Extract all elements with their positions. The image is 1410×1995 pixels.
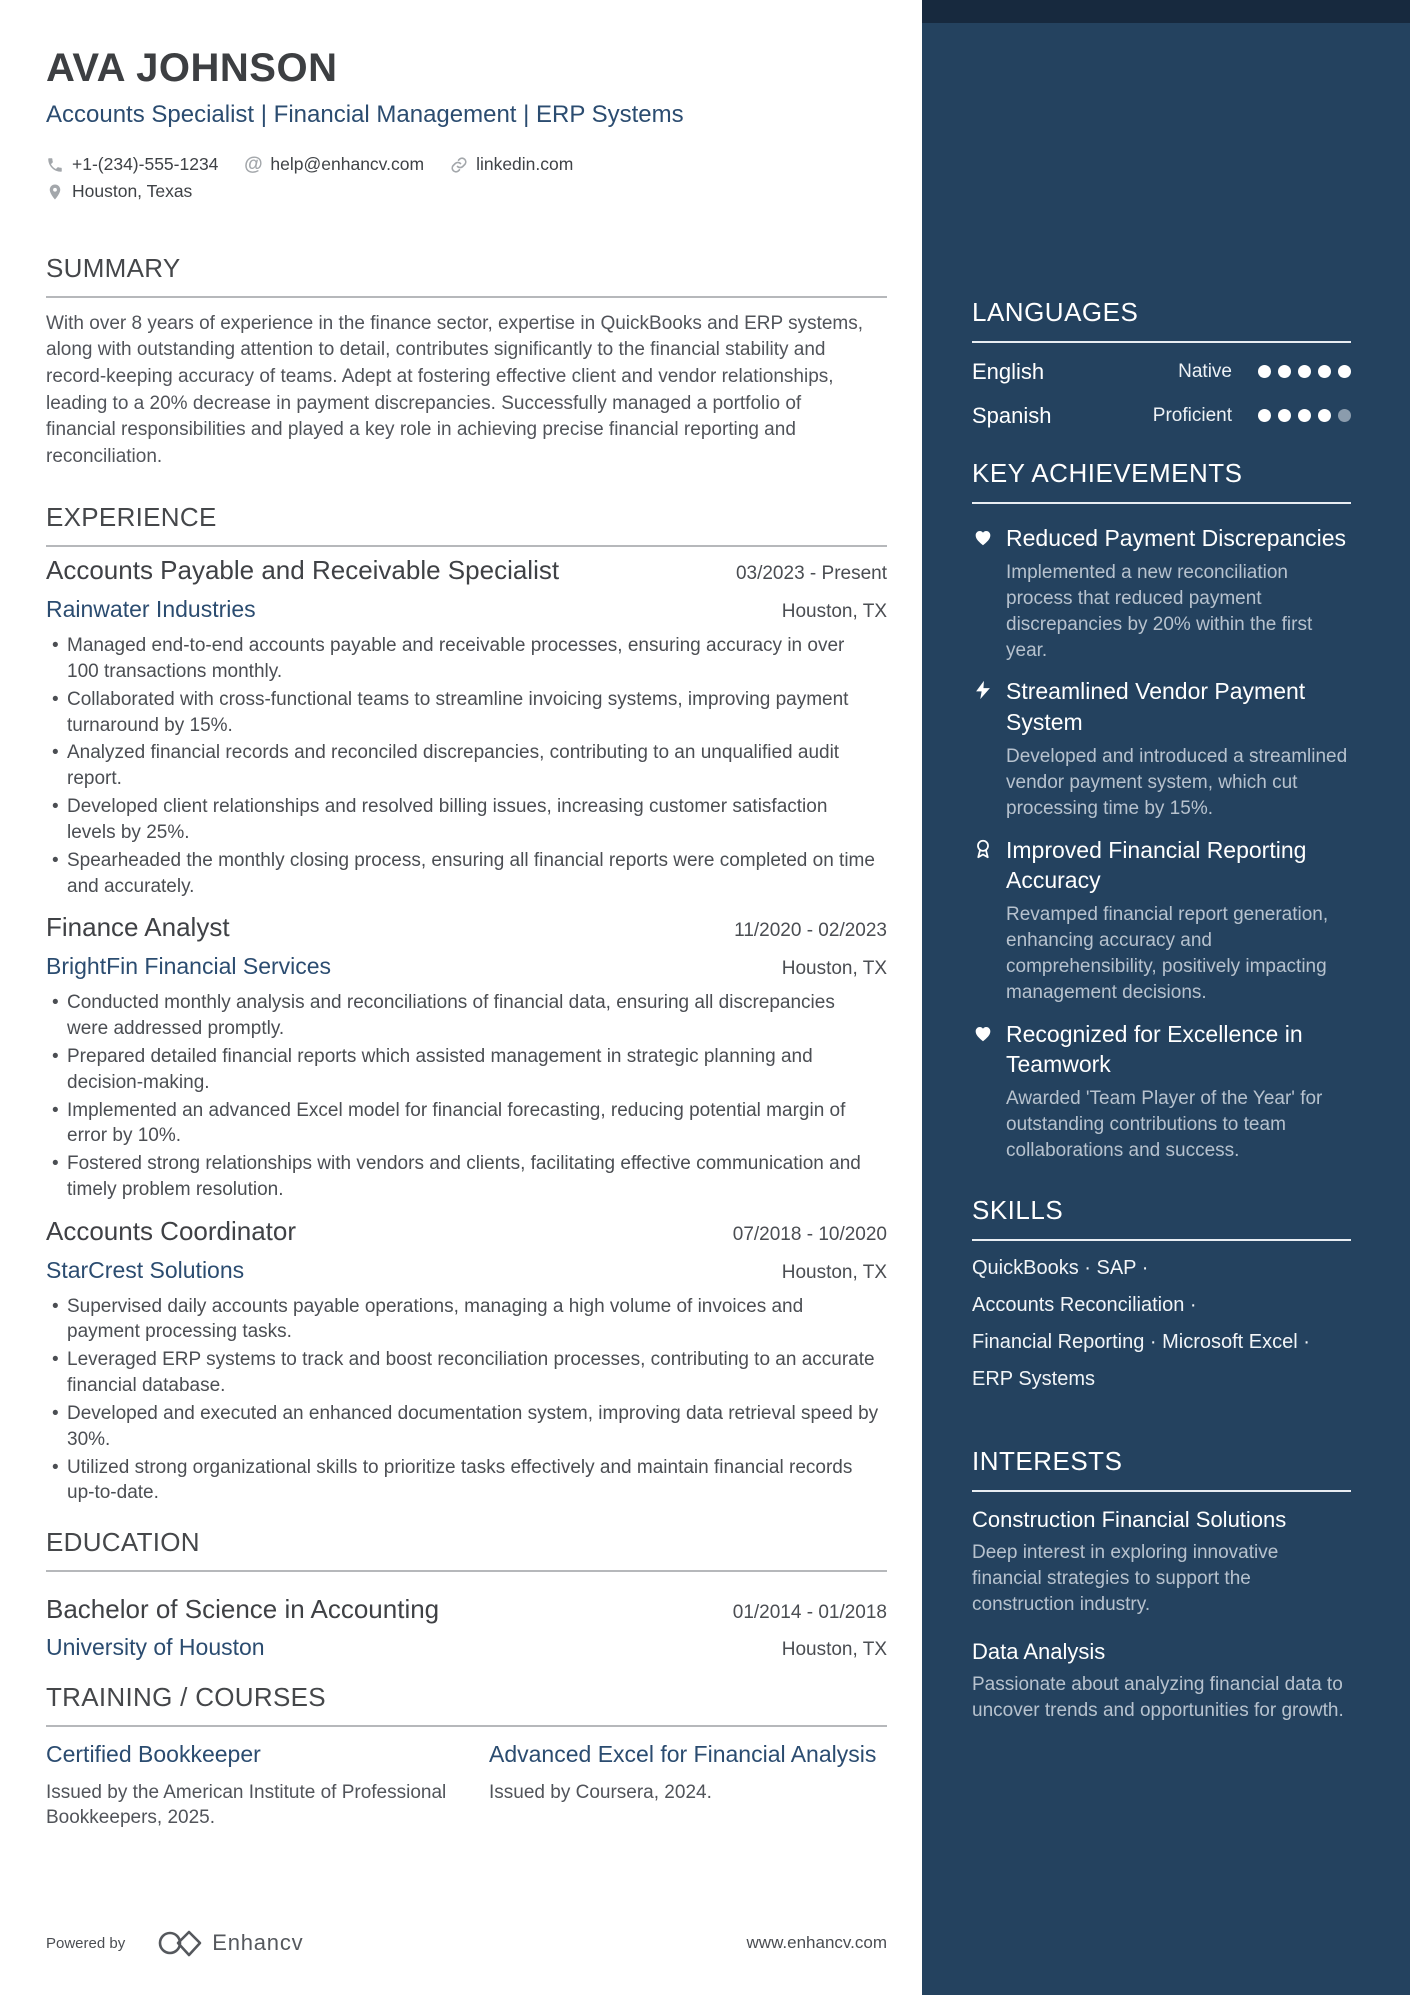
job-title: Finance Analyst bbox=[46, 912, 230, 943]
achievement-item bbox=[972, 835, 1351, 1006]
job-title: Accounts Payable and Receivable Specialist bbox=[46, 555, 560, 586]
interest-description: Deep interest in exploring innovative financial strategies to support the construction industry. bbox=[972, 1542, 1279, 1615]
course-title: Advanced Excel for Financial Analysis bbox=[489, 1741, 877, 1768]
education-section bbox=[46, 1528, 887, 1663]
footer-url[interactable]: www.enhancv.com bbox=[746, 1933, 887, 1952]
achievements-heading: KEY ACHIEVEMENTS bbox=[972, 459, 1351, 504]
course-entry bbox=[489, 1740, 887, 1831]
job-bullet: • Spearheaded the monthly closing process, ensuring all financial reports were completed on time and accurately. bbox=[46, 848, 881, 900]
job-location: Houston, TX bbox=[781, 958, 887, 980]
skill-line: ERP Systems bbox=[972, 1367, 1095, 1390]
interest-title: Data Analysis bbox=[972, 1638, 1106, 1664]
contact-row bbox=[46, 154, 887, 175]
job-bullet: • Leveraged ERP systems to track and boost reconciliation processes, contributing to an accurate financial database. bbox=[46, 1347, 881, 1399]
job-bullet: • Prepared detailed financial reports which assisted management in strategic planning and decision-making. bbox=[46, 1044, 881, 1096]
job-bullets bbox=[46, 990, 887, 1203]
degree-title: Bachelor of Science in Accounting bbox=[46, 1594, 440, 1625]
language-row bbox=[972, 359, 1351, 385]
job-company: BrightFin Financial Services bbox=[46, 953, 332, 980]
job-entry bbox=[46, 556, 887, 899]
skills-heading: SKILLS bbox=[972, 1196, 1351, 1241]
enhancv-brand-name: Enhancv bbox=[212, 1930, 304, 1955]
language-name: English bbox=[972, 358, 1045, 384]
job-entry bbox=[46, 1217, 887, 1506]
email-item[interactable] bbox=[244, 154, 424, 175]
heart-icon bbox=[972, 1019, 1006, 1164]
job-bullet: • Collaborated with cross-functional teams to streamline invoicing systems, improving payment turnaround by 15%. bbox=[46, 687, 881, 739]
interest-description: Passionate about analyzing financial data to uncover trends and opportunities for growth. bbox=[972, 1674, 1344, 1722]
interest-item bbox=[972, 1638, 1351, 1724]
interests-heading: INTERESTS bbox=[972, 1447, 1351, 1492]
language-level: Proficient bbox=[1152, 404, 1232, 426]
achievement-description: Developed and introduced a streamlined vendor payment system, which cut processing time by 15%. bbox=[1006, 746, 1348, 819]
language-name: Spanish bbox=[972, 402, 1052, 428]
job-bullet: • Developed client relationships and resolved billing issues, increasing customer satisfaction levels by 25%. bbox=[46, 794, 881, 846]
job-entry bbox=[46, 913, 887, 1202]
job-company: Rainwater Industries bbox=[46, 596, 256, 623]
summary-heading: SUMMARY bbox=[46, 254, 887, 298]
sidebar-top-strip bbox=[922, 0, 1410, 23]
candidate-name: AVA JOHNSON bbox=[46, 46, 338, 90]
link-icon bbox=[450, 156, 468, 174]
phone-icon bbox=[46, 156, 64, 174]
course-issuer: Issued by the American Institute of Professional Bookkeepers, 2025. bbox=[46, 1781, 447, 1829]
language-proficiency-dots bbox=[1258, 365, 1351, 378]
achievement-title: Streamlined Vendor Payment System bbox=[1006, 678, 1306, 735]
job-bullet: • Fostered strong relationships with vendors and clients, facilitating effective communication and timely problem resolution. bbox=[46, 1151, 881, 1203]
job-bullet: • Implemented an advanced Excel model for financial forecasting, reducing potential margin of error by 10%. bbox=[46, 1098, 881, 1150]
languages-section bbox=[972, 298, 1351, 429]
candidate-headline: Accounts Specialist | Financial Management | ERP Systems bbox=[46, 101, 684, 128]
page-footer bbox=[46, 1925, 887, 1961]
language-level: Native bbox=[1178, 360, 1232, 382]
languages-heading: LANGUAGES bbox=[972, 298, 1351, 343]
job-company: StarCrest Solutions bbox=[46, 1256, 245, 1283]
contact-block bbox=[46, 154, 887, 202]
job-bullet: • Analyzed financial records and reconciled discrepancies, contributing to an unqualified audit report. bbox=[46, 740, 881, 792]
job-location: Houston, TX bbox=[781, 601, 887, 623]
experience-heading: EXPERIENCE bbox=[46, 503, 887, 547]
experience-section bbox=[46, 503, 887, 1506]
job-bullet: • Utilized strong organizational skills to prioritize tasks effectively and maintain financial records up-to-date. bbox=[46, 1455, 881, 1507]
interests-section bbox=[972, 1447, 1351, 1724]
achievement-description: Implemented a new reconciliation process that reduced payment discrepancies by 20% within the first year. bbox=[1006, 562, 1313, 661]
achievement-description: Revamped financial report generation, enhancing accuracy and comprehensibility, positively impacting management decisions. bbox=[1006, 904, 1329, 1003]
job-dates: 07/2018 - 10/2020 bbox=[732, 1223, 887, 1245]
job-dates: 11/2020 - 02/2023 bbox=[734, 920, 887, 942]
job-bullet: • Conducted monthly analysis and reconciliations of financial data, ensuring all discrepancies were addressed promptly. bbox=[46, 990, 881, 1042]
education-dates: 01/2014 - 01/2018 bbox=[732, 1602, 887, 1624]
language-row bbox=[972, 403, 1351, 429]
powered-by-label: Powered by bbox=[46, 1934, 126, 1952]
achievement-title: Recognized for Excellence in Teamwork bbox=[1006, 1020, 1303, 1078]
location-item bbox=[46, 181, 192, 202]
school-name: University of Houston bbox=[46, 1634, 265, 1661]
summary-section bbox=[46, 254, 887, 470]
location-text: Houston, Texas bbox=[72, 181, 193, 201]
language-proficiency-dots bbox=[1258, 409, 1351, 422]
skill-line: Financial Reporting · Microsoft Excel · bbox=[972, 1330, 1310, 1353]
summary-text: With over 8 years of experience in the finance sector, expertise in QuickBooks and ERP systems, along with outstanding attention to detail, contributes significantly to the financial stability and record-keeping accuracy of teams. Adept at fostering effective client and vendor relationships, leading to a 20% decrease in payment discrepancies. Successfully managed a portfolio of financial responsibilities and played a key role in achieving precise financial reporting and reconciliation. bbox=[46, 312, 864, 467]
training-heading: TRAINING / COURSES bbox=[46, 1683, 887, 1727]
sidebar bbox=[922, 0, 1410, 1995]
skill-line: QuickBooks · SAP · bbox=[972, 1256, 1149, 1279]
job-bullets bbox=[46, 1294, 887, 1507]
job-bullet: • Supervised daily accounts payable operations, managing a high volume of invoices and payment processing tasks. bbox=[46, 1294, 881, 1346]
training-section bbox=[46, 1683, 887, 1831]
achievements-section bbox=[972, 459, 1351, 1164]
location-pin-icon bbox=[46, 183, 64, 201]
phone-number: +1-(234)-555-1234 bbox=[72, 154, 219, 174]
job-title: Accounts Coordinator bbox=[46, 1215, 297, 1246]
medal-icon bbox=[972, 835, 1006, 1006]
achievement-item bbox=[972, 523, 1351, 664]
education-location: Houston, TX bbox=[781, 1639, 887, 1661]
skills-section bbox=[972, 1196, 1351, 1391]
skill-line: Accounts Reconciliation · bbox=[972, 1293, 1197, 1316]
job-bullets bbox=[46, 633, 887, 899]
at-icon: @ bbox=[244, 154, 263, 175]
contact-row bbox=[46, 181, 887, 202]
job-location: Houston, TX bbox=[781, 1261, 887, 1283]
achievement-title: Reduced Payment Discrepancies bbox=[1006, 524, 1347, 551]
bolt-icon bbox=[972, 676, 1006, 821]
linkedin-item[interactable] bbox=[450, 154, 573, 175]
heart-icon bbox=[972, 523, 1006, 664]
email-address[interactable]: help@enhancv.com bbox=[270, 154, 425, 174]
course-title: Certified Bookkeeper bbox=[46, 1741, 261, 1768]
course-issuer: Issued by Coursera, 2024. bbox=[489, 1781, 712, 1803]
interest-title: Construction Financial Solutions bbox=[972, 1506, 1287, 1532]
course-entry bbox=[46, 1740, 460, 1831]
job-bullet: • Developed and executed an enhanced documentation system, improving data retrieval speed by 30%. bbox=[46, 1401, 881, 1453]
achievement-item bbox=[972, 676, 1351, 821]
job-bullet: • Managed end-to-end accounts payable and receivable processes, ensuring accuracy in over 100 transactions monthly. bbox=[46, 633, 881, 685]
education-heading: EDUCATION bbox=[46, 1528, 887, 1572]
achievement-description: Awarded 'Team Player of the Year' for outstanding contributions to team collaborations and success. bbox=[1006, 1088, 1323, 1162]
achievement-title: Improved Financial Reporting Accuracy bbox=[1006, 836, 1307, 894]
job-dates: 03/2023 - Present bbox=[735, 563, 887, 585]
enhancv-logo-icon bbox=[157, 1925, 203, 1961]
phone-item bbox=[46, 154, 218, 175]
achievement-item bbox=[972, 1019, 1351, 1164]
linkedin-url[interactable]: linkedin.com bbox=[476, 154, 574, 174]
interest-item bbox=[972, 1506, 1351, 1618]
